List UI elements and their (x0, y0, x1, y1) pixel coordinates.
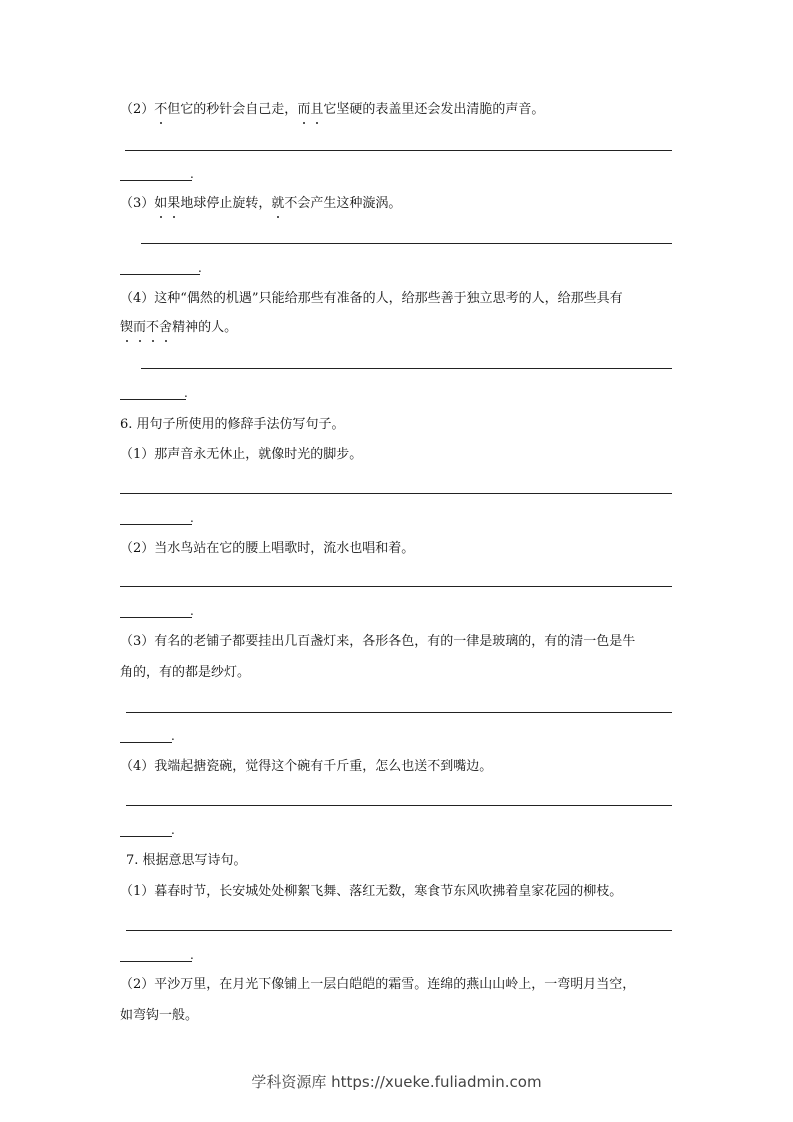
q7-title: 7. 根据意思写诗句。 (126, 853, 247, 868)
q5-item2-text: （2）不但它的秒针会自己走，而且它坚硬的表盖里还会发出清脆的声音。 (120, 102, 545, 117)
period: . (190, 167, 194, 181)
q5-item2-answer-blank[interactable] (120, 180, 192, 181)
q6-item3-line1: （3）有名的老铺子都要挂出几百盏灯来，各形各色，有的一律是玻璃的，有的清一色是牛 (120, 634, 636, 649)
q7-item1-answer-blank[interactable] (120, 961, 192, 962)
q5-item4-answer-line[interactable] (141, 368, 672, 369)
period: . (190, 948, 194, 962)
q6-item1-text: （1）那声音永无休止，就像时光的脚步。 (120, 447, 363, 462)
q6-item4-text: （4）我端起搪瓷碗，觉得这个碗有千斤重，怎么也送不到嘴边。 (120, 759, 493, 774)
q5-item2-answer-line[interactable] (125, 150, 672, 151)
q6-item2-answer-line[interactable] (120, 586, 672, 587)
q6-item3-answer-line[interactable] (126, 712, 672, 713)
q6-item3-line2: 角的，有的都是纱灯。 (120, 665, 251, 680)
q5-item3-text: （3）如果地球停止旋转，就不会产生这种漩涡。 (120, 196, 402, 211)
q5-item3-answer-blank[interactable] (120, 274, 200, 275)
period: . (198, 261, 202, 275)
q6-item3-answer-blank[interactable] (120, 742, 172, 743)
period: . (184, 386, 188, 400)
q6-item4-answer-line[interactable] (126, 805, 672, 806)
period: . (171, 729, 175, 743)
q6-item2-answer-blank[interactable] (120, 617, 192, 618)
q6-title: 6. 用句子所使用的修辞手法仿写句子。 (120, 417, 345, 432)
q6-item1-answer-line[interactable] (120, 493, 672, 494)
q5-item4-line2: 锲而不舍精神的人。 (120, 320, 238, 335)
q7-item1-text: （1）暮春时节，长安城处处柳絮飞舞、落红无数，寒食节东风吹拂着皇家花园的柳枝。 (120, 884, 623, 899)
q6-item4-answer-blank[interactable] (120, 836, 172, 837)
q5-item4-line1: （4）这种“偶然的机遇”只能给那些有准备的人，给那些善于独立思考的人，给那些具有 (120, 291, 623, 306)
period: . (190, 604, 194, 618)
q5-item3-answer-line[interactable] (141, 243, 672, 244)
q6-item1-answer-blank[interactable] (120, 524, 192, 525)
q7-item2-line2: 如弯钩一般。 (120, 1008, 199, 1023)
q6-item2-text: （2）当水鸟站在它的腰上唱歌时，流水也唱和着。 (120, 541, 415, 556)
footer-watermark: 学科资源库 https://xueke.fuliadmin.com (251, 1073, 542, 1091)
q7-item2-line1: （2）平沙万里，在月光下像铺上一层白皑皑的霜雪。连绵的燕山山岭上，一弯明月当空， (120, 977, 636, 992)
q7-item1-answer-line[interactable] (126, 930, 672, 931)
period: . (190, 511, 194, 525)
period: . (171, 823, 175, 837)
q5-item4-answer-blank[interactable] (120, 399, 186, 400)
